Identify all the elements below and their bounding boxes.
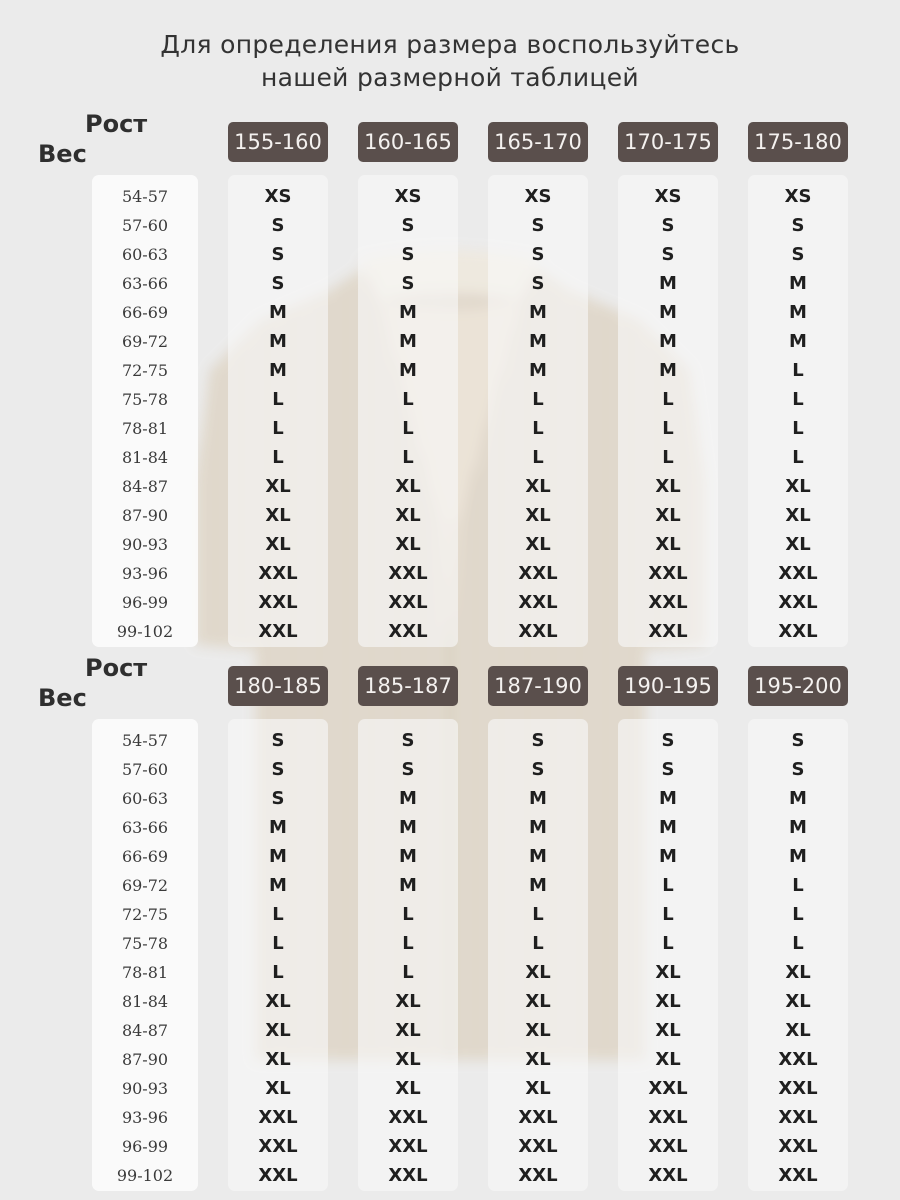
- size-cell: M: [529, 331, 547, 352]
- weight-cell: 90-93: [121, 535, 169, 554]
- size-cell: S: [791, 759, 805, 780]
- size-cell: L: [662, 389, 674, 410]
- weight-cell: 60-63: [121, 245, 169, 264]
- size-cell: S: [401, 759, 415, 780]
- size-cell: L: [272, 933, 284, 954]
- size-cell: M: [399, 788, 417, 809]
- weight-cell: 72-75: [121, 361, 169, 380]
- weight-cell: 78-81: [121, 963, 169, 982]
- size-cell: L: [532, 933, 544, 954]
- size-cell: M: [789, 817, 807, 838]
- size-cell: L: [792, 933, 804, 954]
- height-label: Рост: [85, 654, 148, 682]
- size-cell: XL: [785, 1020, 811, 1041]
- size-cell: XL: [655, 1020, 681, 1041]
- size-cell: L: [272, 962, 284, 983]
- weight-cell: 57-60: [121, 216, 169, 235]
- size-cell: XXL: [778, 1136, 818, 1157]
- size-cell: XXL: [258, 1165, 298, 1186]
- size-cell: S: [531, 759, 545, 780]
- size-cell: L: [532, 418, 544, 439]
- size-cell: M: [789, 273, 807, 294]
- weight-cell: 66-69: [121, 303, 169, 322]
- size-cell: M: [399, 875, 417, 896]
- weight-cell: 63-66: [121, 274, 169, 293]
- size-cell: XXL: [648, 563, 688, 584]
- title-line-2: нашей размерной таблицей: [261, 63, 639, 92]
- size-cell: M: [659, 360, 677, 381]
- size-cell: S: [271, 759, 285, 780]
- weight-cell: 99-102: [116, 1166, 174, 1185]
- size-cell: L: [402, 389, 414, 410]
- size-cell: XXL: [258, 592, 298, 613]
- height-badge: 160-165: [358, 122, 458, 162]
- size-cell: M: [269, 875, 287, 896]
- size-cell: XXL: [648, 1078, 688, 1099]
- weight-cell: 63-66: [121, 818, 169, 837]
- size-cell: XS: [394, 186, 422, 207]
- size-cell: M: [269, 331, 287, 352]
- size-cell: S: [531, 730, 545, 751]
- weight-cell: 81-84: [121, 992, 169, 1011]
- weight-cell: 90-93: [121, 1079, 169, 1098]
- size-cell: S: [661, 244, 675, 265]
- size-cell: XXL: [648, 592, 688, 613]
- size-cell: M: [399, 817, 417, 838]
- size-cell: XXL: [258, 621, 298, 642]
- size-cell: M: [789, 331, 807, 352]
- size-cell: L: [792, 389, 804, 410]
- size-column: [358, 175, 458, 647]
- size-column: [358, 719, 458, 1191]
- size-cell: M: [529, 788, 547, 809]
- weight-cell: 75-78: [121, 390, 169, 409]
- size-cell: S: [531, 273, 545, 294]
- weight-cell: 60-63: [121, 789, 169, 808]
- size-cell: XL: [785, 534, 811, 555]
- size-table-2: [0, 654, 900, 1200]
- size-cell: XXL: [778, 592, 818, 613]
- size-cell: XL: [265, 534, 291, 555]
- size-cell: S: [401, 273, 415, 294]
- size-cell: L: [402, 904, 414, 925]
- size-cell: XL: [655, 1049, 681, 1070]
- size-cell: L: [792, 360, 804, 381]
- size-cell: XL: [395, 505, 421, 526]
- height-badge: 170-175: [618, 122, 718, 162]
- weight-cell: 84-87: [121, 1021, 169, 1040]
- size-cell: L: [662, 904, 674, 925]
- size-cell: M: [269, 846, 287, 867]
- weight-cell: 96-99: [121, 593, 169, 612]
- size-cell: XL: [655, 991, 681, 1012]
- size-cell: XXL: [648, 621, 688, 642]
- size-cell: XL: [265, 1078, 291, 1099]
- height-badge: 155-160: [228, 122, 328, 162]
- height-badge: 165-170: [488, 122, 588, 162]
- size-cell: M: [659, 846, 677, 867]
- size-cell: XXL: [388, 1165, 428, 1186]
- size-cell: M: [399, 331, 417, 352]
- weight-cell: 81-84: [121, 448, 169, 467]
- size-cell: M: [399, 302, 417, 323]
- size-cell: L: [272, 418, 284, 439]
- weight-cell: 57-60: [121, 760, 169, 779]
- size-cell: XL: [655, 505, 681, 526]
- height-badge: 195-200: [748, 666, 848, 706]
- weight-cell: 87-90: [121, 506, 169, 525]
- size-cell: M: [529, 302, 547, 323]
- size-cell: L: [792, 904, 804, 925]
- size-column: [618, 175, 718, 647]
- size-cell: S: [271, 788, 285, 809]
- weight-column: [92, 719, 198, 1191]
- size-cell: XXL: [778, 1049, 818, 1070]
- size-cell: L: [402, 418, 414, 439]
- size-cell: L: [662, 447, 674, 468]
- size-cell: XL: [525, 962, 551, 983]
- size-cell: XXL: [778, 1165, 818, 1186]
- size-cell: XL: [525, 505, 551, 526]
- weight-cell: 69-72: [121, 876, 169, 895]
- size-cell: XL: [525, 476, 551, 497]
- size-cell: S: [401, 215, 415, 236]
- size-cell: L: [662, 933, 674, 954]
- size-cell: S: [271, 730, 285, 751]
- size-cell: XL: [785, 962, 811, 983]
- size-cell: L: [792, 447, 804, 468]
- size-cell: XXL: [518, 592, 558, 613]
- size-cell: XL: [395, 476, 421, 497]
- size-cell: M: [789, 788, 807, 809]
- size-cell: XL: [655, 962, 681, 983]
- size-cell: XXL: [518, 1165, 558, 1186]
- weight-cell: 93-96: [121, 564, 169, 583]
- size-cell: L: [662, 875, 674, 896]
- size-cell: S: [661, 759, 675, 780]
- size-cell: XXL: [258, 563, 298, 584]
- size-cell: S: [531, 215, 545, 236]
- size-cell: XXL: [648, 1107, 688, 1128]
- size-cell: XL: [395, 534, 421, 555]
- size-cell: M: [529, 360, 547, 381]
- size-cell: M: [789, 302, 807, 323]
- height-badge: 175-180: [748, 122, 848, 162]
- size-cell: XL: [265, 1049, 291, 1070]
- size-cell: XL: [655, 476, 681, 497]
- size-cell: XL: [395, 991, 421, 1012]
- size-cell: S: [271, 215, 285, 236]
- size-cell: XXL: [258, 1107, 298, 1128]
- size-cell: L: [272, 447, 284, 468]
- weight-cell: 54-57: [121, 187, 169, 206]
- size-cell: L: [532, 389, 544, 410]
- size-cell: XL: [265, 1020, 291, 1041]
- size-cell: XXL: [518, 621, 558, 642]
- size-cell: L: [532, 447, 544, 468]
- size-cell: S: [401, 244, 415, 265]
- size-cell: XL: [525, 1078, 551, 1099]
- weight-label: Вес: [38, 684, 87, 712]
- weight-cell: 66-69: [121, 847, 169, 866]
- size-cell: XXL: [388, 1136, 428, 1157]
- size-cell: M: [659, 302, 677, 323]
- size-cell: XL: [525, 991, 551, 1012]
- size-cell: S: [271, 273, 285, 294]
- size-cell: XL: [265, 505, 291, 526]
- size-cell: S: [271, 244, 285, 265]
- size-cell: L: [792, 418, 804, 439]
- size-column: [228, 719, 328, 1191]
- size-cell: XXL: [518, 1136, 558, 1157]
- weight-cell: 96-99: [121, 1137, 169, 1156]
- size-cell: XL: [655, 534, 681, 555]
- size-cell: M: [529, 875, 547, 896]
- height-badge: 190-195: [618, 666, 718, 706]
- size-cell: XL: [785, 991, 811, 1012]
- size-cell: M: [269, 817, 287, 838]
- size-cell: M: [399, 846, 417, 867]
- size-column: [488, 175, 588, 647]
- size-cell: XXL: [258, 1136, 298, 1157]
- height-badge: 185-187: [358, 666, 458, 706]
- size-cell: M: [529, 846, 547, 867]
- size-cell: XXL: [778, 1107, 818, 1128]
- size-cell: XL: [785, 505, 811, 526]
- size-cell: XXL: [778, 1078, 818, 1099]
- size-cell: S: [661, 215, 675, 236]
- size-cell: XXL: [518, 563, 558, 584]
- size-column: [748, 175, 848, 647]
- size-cell: M: [529, 817, 547, 838]
- size-cell: XXL: [778, 563, 818, 584]
- size-cell: XXL: [388, 621, 428, 642]
- size-cell: M: [659, 817, 677, 838]
- size-table-1: [0, 110, 900, 656]
- size-cell: L: [272, 389, 284, 410]
- weight-cell: 93-96: [121, 1108, 169, 1127]
- size-cell: M: [269, 360, 287, 381]
- size-column: [748, 719, 848, 1191]
- size-cell: M: [659, 331, 677, 352]
- size-cell: M: [659, 788, 677, 809]
- size-cell: XXL: [518, 1107, 558, 1128]
- size-cell: S: [401, 730, 415, 751]
- size-cell: XL: [395, 1020, 421, 1041]
- size-cell: XL: [265, 991, 291, 1012]
- size-cell: XXL: [388, 592, 428, 613]
- weight-cell: 78-81: [121, 419, 169, 438]
- size-cell: S: [791, 730, 805, 751]
- size-cell: S: [791, 215, 805, 236]
- size-cell: XL: [785, 476, 811, 497]
- title-line-1: Для определения размера воспользуйтесь: [160, 30, 740, 59]
- size-cell: XXL: [648, 1165, 688, 1186]
- size-cell: L: [662, 418, 674, 439]
- size-cell: S: [661, 730, 675, 751]
- size-cell: XS: [264, 186, 292, 207]
- size-cell: S: [531, 244, 545, 265]
- size-cell: XXL: [388, 563, 428, 584]
- size-cell: M: [789, 846, 807, 867]
- weight-column: [92, 175, 198, 647]
- size-cell: XL: [395, 1049, 421, 1070]
- weight-cell: 54-57: [121, 731, 169, 750]
- size-cell: XL: [525, 1020, 551, 1041]
- size-cell: XXL: [778, 621, 818, 642]
- weight-cell: 87-90: [121, 1050, 169, 1069]
- size-cell: XS: [654, 186, 682, 207]
- size-column: [488, 719, 588, 1191]
- weight-label: Вес: [38, 140, 87, 168]
- weight-cell: 99-102: [116, 622, 174, 641]
- weight-cell: 84-87: [121, 477, 169, 496]
- size-cell: XXL: [648, 1136, 688, 1157]
- weight-cell: 72-75: [121, 905, 169, 924]
- size-cell: L: [792, 875, 804, 896]
- size-cell: L: [402, 447, 414, 468]
- size-cell: L: [402, 933, 414, 954]
- weight-cell: 69-72: [121, 332, 169, 351]
- size-column: [228, 175, 328, 647]
- size-cell: XL: [265, 476, 291, 497]
- size-cell: XL: [395, 1078, 421, 1099]
- size-cell: M: [399, 360, 417, 381]
- weight-cell: 75-78: [121, 934, 169, 953]
- size-cell: L: [272, 904, 284, 925]
- page-title: [0, 28, 900, 94]
- height-badge: 180-185: [228, 666, 328, 706]
- size-cell: M: [269, 302, 287, 323]
- height-badge: 187-190: [488, 666, 588, 706]
- size-cell: XS: [784, 186, 812, 207]
- size-column: [618, 719, 718, 1191]
- size-cell: S: [791, 244, 805, 265]
- size-cell: M: [659, 273, 677, 294]
- size-cell: XL: [525, 1049, 551, 1070]
- size-cell: L: [532, 904, 544, 925]
- size-cell: XL: [525, 534, 551, 555]
- height-label: Рост: [85, 110, 148, 138]
- size-cell: XXL: [388, 1107, 428, 1128]
- size-cell: XS: [524, 186, 552, 207]
- size-cell: L: [402, 962, 414, 983]
